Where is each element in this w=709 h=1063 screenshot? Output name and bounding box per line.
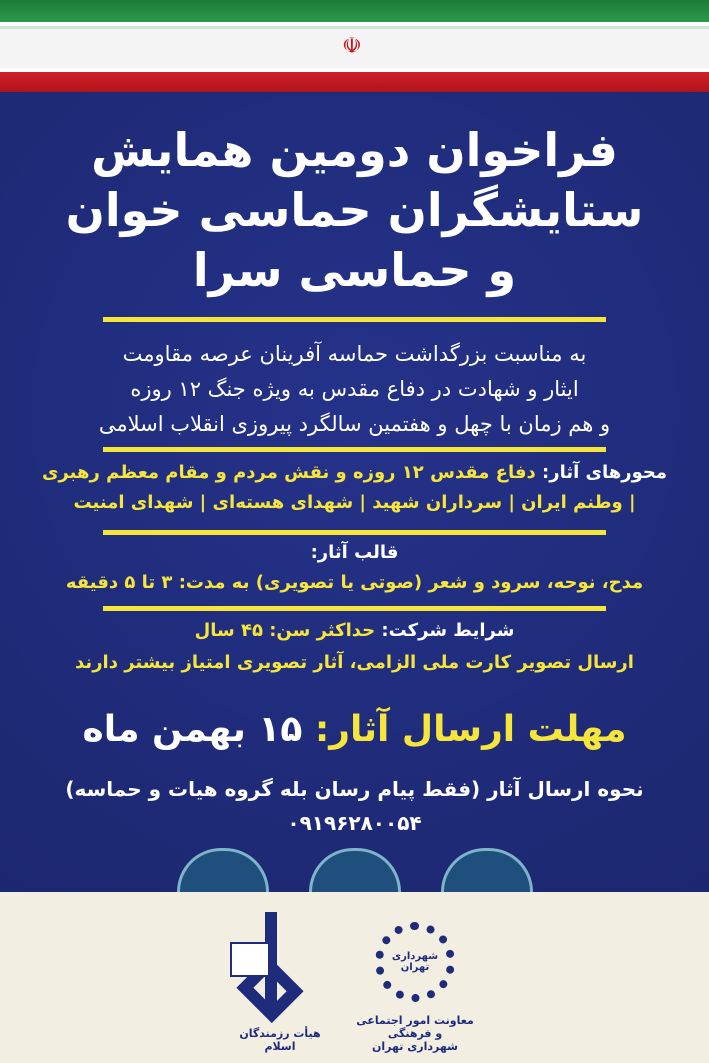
divider [103,447,606,452]
iran-flag-banner [0,0,709,92]
arabesque-tiles [0,848,709,892]
title-line-3: و حماسی سرا [192,243,517,297]
title-line-1: فراخوان دومین همایش [91,123,618,177]
arabesque-tile-icon [441,848,533,892]
arabesque-tile-icon [177,848,269,892]
tehran-star-emblem-icon [375,922,455,1002]
conditions-age: حداکثر سن: ۴۵ سال [194,620,376,641]
submission-method: نحوه ارسال آثار (فقط پیام رسان بله گروه هیات و حماسه) [65,777,644,801]
tehran-mark-text: شهرداری تهران [391,951,439,973]
razmandegan-caption: هیأت رزمندگان اسلام [239,1027,321,1053]
divider [103,606,606,611]
conditions-line [0,616,709,646]
municipality-caption-2: شهرداری تهران [372,1040,458,1053]
title-line-2: ستایشگران حماسی خوان [65,183,644,237]
footer [0,892,709,1063]
deadline [0,705,709,755]
intro-line-2: ایثار و شهادت در دفاع مقدس به ویژه جنگ ۱۲ روزه [130,377,579,401]
divider [103,317,606,322]
flag-green-stripe [0,0,709,26]
flag-red-stripe [0,68,709,92]
themes-line-1 [0,458,709,488]
intro-line-3: و هم زمان با چهل و هفتمین سالگرد پیروزی انقلاب اسلامی [98,412,611,436]
conditions-label: شرایط شرکت: [381,620,515,641]
arabesque-tile-icon [309,848,401,892]
tehran-municipality-logo [355,922,475,1053]
razmandegan-logo [225,912,335,1053]
municipality-caption-1: معاونت امور اجتماعی و فرهنگی [356,1014,474,1040]
themes-value: دفاع مقدس ۱۲ روزه و نقش مردم و مقام معظم رهبری [41,462,536,483]
intro-line-1: به مناسبت بزرگداشت حماسه آفرینان عرصه مقاومت [122,342,587,366]
conditions-note: ارسال تصویر کارت ملی الزامی، آثار تصویری امتیاز بیشتر دارند [75,652,634,673]
format-label: قالب آثار: [310,542,399,563]
themes-line-2: | وطنم ایران | سرداران شهید | شهدای هسته‌ای | شهدای امنیت [73,492,636,513]
razmandegan-emblem-icon [225,912,335,1027]
divider [103,530,606,535]
iran-emblem-icon: ☫ [342,34,362,59]
deadline-label: مهلت ارسال آثار: [314,709,627,750]
deadline-value: ۱۵ بهمن ماه [82,709,303,750]
format-value: مدح، نوحه، سرود و شعر (صوتی یا تصویری) به مدت: ۳ تا ۵ دقیقه [65,572,644,593]
submission-phone: ۰۹۱۹۶۲۸۰۰۵۴ [287,811,422,835]
themes-label: محورهای آثار: [542,462,668,483]
